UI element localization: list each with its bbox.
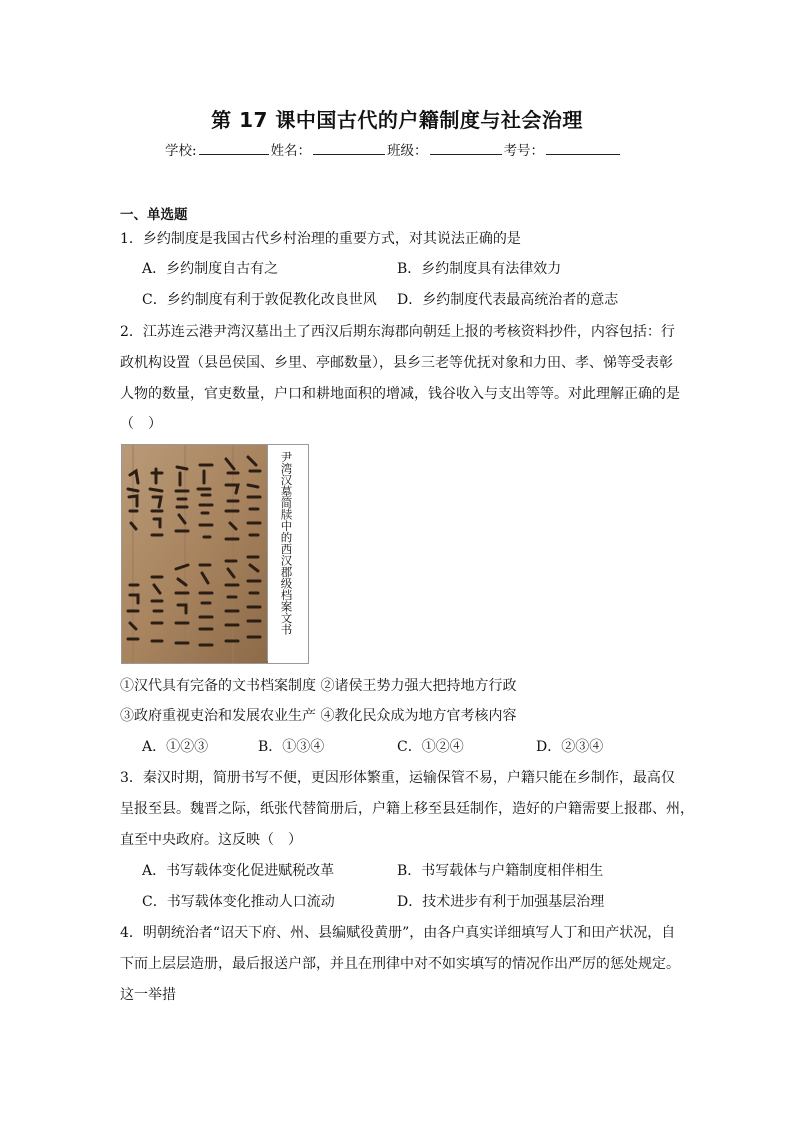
q3-line3: 直至中央政府。这反映（ ）: [120, 832, 302, 848]
image-caption: 尹湾汉墓简牍中的西汉郡级档案文书: [267, 445, 305, 661]
q2-option-a: A．①②③: [142, 739, 209, 755]
q2-line4: （ ）: [120, 416, 162, 432]
bamboo-slip-image: [122, 445, 268, 663]
q2-option-b: B．①③④: [258, 739, 325, 755]
q3-option-a: A．书写载体变化促进赋税改革: [142, 863, 335, 879]
name-blank: [313, 141, 385, 155]
q1-option-a: A．乡约制度自古有之: [142, 261, 279, 277]
class-blank: [430, 141, 502, 155]
section-heading: 一、单选题: [120, 207, 188, 223]
q3-option-b: B．书写载体与户籍制度相伴相生: [397, 863, 604, 879]
student-info-row: [165, 139, 622, 159]
q2-line3: 人物的数量，官吏数量，户口和耕地面积的增减，钱谷收入与支出等等。对此理解正确的是: [120, 386, 680, 402]
q4-line2: 下而上层层造册，最后报送户部，并且在刑律中对不如实填写的情况作出严厉的惩处规定。: [120, 956, 680, 972]
name-label: 姓名：: [270, 143, 312, 159]
q4-line3: 这一举措: [120, 987, 176, 1003]
school-label: 学校:: [165, 143, 197, 159]
q2-line2: 政机构设置（县邑侯国、乡里、亭邮数量），县乡三老等优抚对象和力田、孝、悌等受表彰: [120, 355, 673, 371]
q2-statements-2: ③政府重视吏治和发展农业生产 ④教化民众成为地方官考核内容: [120, 708, 517, 724]
page-title: 第 17 课中国古代的户籍制度与社会治理: [211, 108, 583, 132]
q3-line1: 3．秦汉时期，简册书写不便，更因形体繁重，运输保管不易，户籍只能在乡制作，最高仅: [120, 770, 675, 786]
q2-statements-1: ①汉代具有完备的文书档案制度 ②诸侯王势力强大把持地方行政: [120, 678, 517, 694]
exam-number-label: 考号：: [503, 143, 545, 159]
school-blank: [199, 141, 269, 155]
q2-line1: 2．江苏连云港尹湾汉墓出土了西汉后期东海郡向朝廷上报的考核资料抄件，内容包括：行: [120, 324, 675, 340]
q3-line2: 呈报至县。魏晋之际，纸张代替简册后，户籍上移至县廷制作，造好的户籍需要上报郡、州，: [120, 801, 694, 817]
q1-stem: 1．乡约制度是我国古代乡村治理的重要方式，对其说法正确的是: [120, 231, 521, 247]
q2-option-c: C．①②④: [397, 739, 464, 755]
q3-option-c: C．书写载体变化推动人口流动: [142, 894, 335, 910]
q3-option-d: D．技术进步有利于加强基层治理: [397, 894, 605, 910]
class-label: 班级：: [387, 143, 428, 159]
exam-number-blank: [546, 141, 620, 155]
q1-option-b: B．乡约制度具有法律效力: [397, 261, 562, 277]
q1-option-c: C．乡约制度有利于敦促教化改良世风: [142, 292, 377, 308]
q2-option-d: D．②③④: [536, 739, 604, 755]
q4-line1: 4．明朝统治者“诏天下府、州、县编赋役黄册”，由各户真实详细填写人丁和田产状况，自: [120, 925, 676, 941]
q1-option-d: D．乡约制度代表最高统治者的意志: [397, 292, 619, 308]
